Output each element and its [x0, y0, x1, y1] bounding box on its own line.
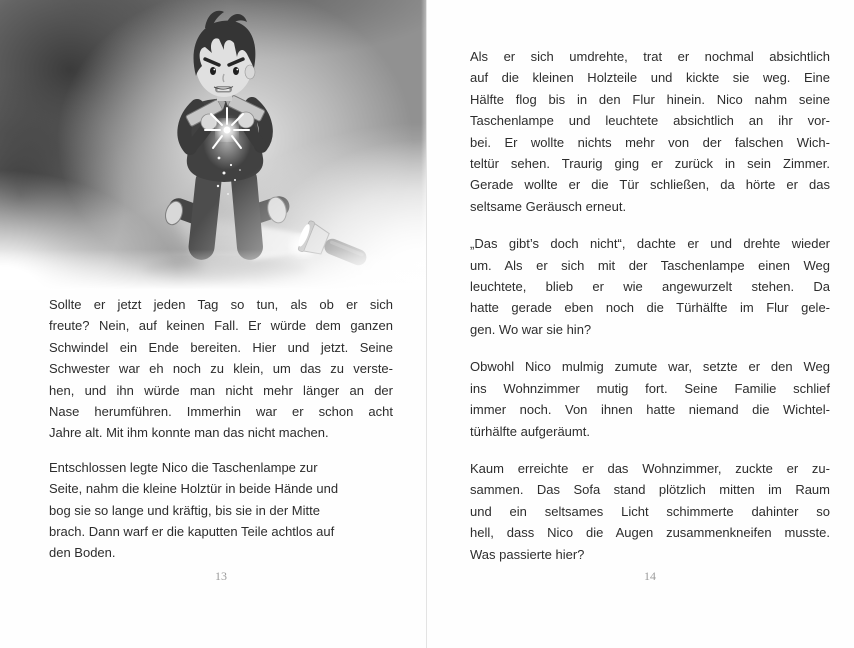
page-right-text: [470, 46, 830, 581]
paragraph: [49, 457, 393, 564]
text-line: Seite, nahm die kleine Holztür in beide Hände und: [49, 481, 339, 497]
illustration-boy-breaking-door: [0, 0, 427, 290]
page-right: [427, 0, 854, 648]
text-line: teltür sehen. Traurig ging er zurück in sein Zimmer.: [470, 156, 830, 172]
paragraph: [470, 233, 830, 340]
text-line: sammen. Das Sofa stand plötzlich mitten im Raum: [470, 482, 830, 498]
text-line: und ein seltsames Licht schimmerte dahinter so: [470, 503, 830, 519]
text-line: bog sie so lange und kräftig, bis sie in der Mitte: [49, 502, 320, 518]
text-line: Hälfte flog bis in den Flur hinein. Nico nahm seine: [470, 91, 830, 107]
text-line: Entschlossen legte Nico die Taschenlampe zur: [49, 459, 318, 475]
text-line: Jahre alt. Mit ihm konnte man das nicht machen.: [49, 425, 329, 441]
text-line: freute? Nein, auf keinen Fall. Er würde dem ganzen: [49, 318, 393, 334]
page-number-left: 13: [215, 569, 227, 583]
text-line: ins Wohnzimmer mutig fort. Seine Familie schlief: [470, 380, 830, 396]
paragraph: [470, 46, 830, 217]
text-line: immer noch. Von ihnen hatte niemand die Wichtel-: [470, 402, 830, 418]
paragraph: [470, 356, 830, 442]
text-line: Schwindel ein Ende bereiten. Hier und jetzt. Seine: [49, 339, 393, 355]
hand-right: [238, 112, 254, 128]
illustration-canvas: [0, 0, 427, 290]
text-line: um. Als er sich mit der Taschenlampe einen Weg: [470, 257, 830, 273]
page-number-right: 14: [644, 569, 656, 583]
text-line: Schwester war eh noch zu klein, um das zu verste-: [49, 361, 393, 377]
ear-icon: [245, 65, 255, 79]
page-left-text: [49, 294, 393, 577]
text-line: seltsame Geräusch erneut.: [470, 198, 627, 214]
text-line: hell, dass Nico die Augen zusammenkneifen musste.: [470, 525, 830, 541]
text-line: Gerade wollte er die Tür schließen, da hörte er das: [470, 177, 830, 193]
text-line: hen, und ihn würde man nicht mehr länger an der: [49, 382, 393, 398]
text-line: gen. Wo war sie hin?: [470, 321, 592, 337]
paragraph: [49, 294, 393, 444]
text-line: „Das gibt’s doch nicht“, dachte er und drehte wieder: [470, 236, 830, 252]
text-line: leuchtete, blieb er wie angewurzelt stehen. Da: [470, 279, 830, 295]
text-line: Taschenlampe und leuchtete absichtlich an ihr vor-: [470, 113, 830, 129]
text-line: türhälfte aufgeräumt.: [470, 423, 590, 439]
text-line: den Boden.: [49, 545, 116, 561]
text-line: Was passierte hier?: [470, 546, 585, 562]
text-line: Kaum erreichte er das Wohnzimmer, zuckte er zu-: [470, 460, 830, 476]
text-line: Als er sich umdrehte, trat er nochmal absichtlich: [470, 49, 830, 64]
text-line: Sollte er jetzt jeden Tag so tun, als ob er sich: [49, 297, 393, 312]
text-line: bei. Er wollte nichts mehr von der falschen Wich-: [470, 134, 830, 150]
paragraph: [470, 458, 830, 565]
text-line: hatte gerade eben noch die Türhälfte im Flur gele-: [470, 300, 830, 316]
text-line: Nase herumführen. Immerhin war er schon acht: [49, 404, 393, 420]
text-line: auf die kleinen Holzteile und kickte sie weg. Eine: [470, 70, 830, 86]
text-line: Obwohl Nico mulmig zumute war, setzte er den Weg: [470, 359, 830, 375]
text-line: brach. Dann warf er die kaputten Teile achtlos auf: [49, 524, 335, 540]
